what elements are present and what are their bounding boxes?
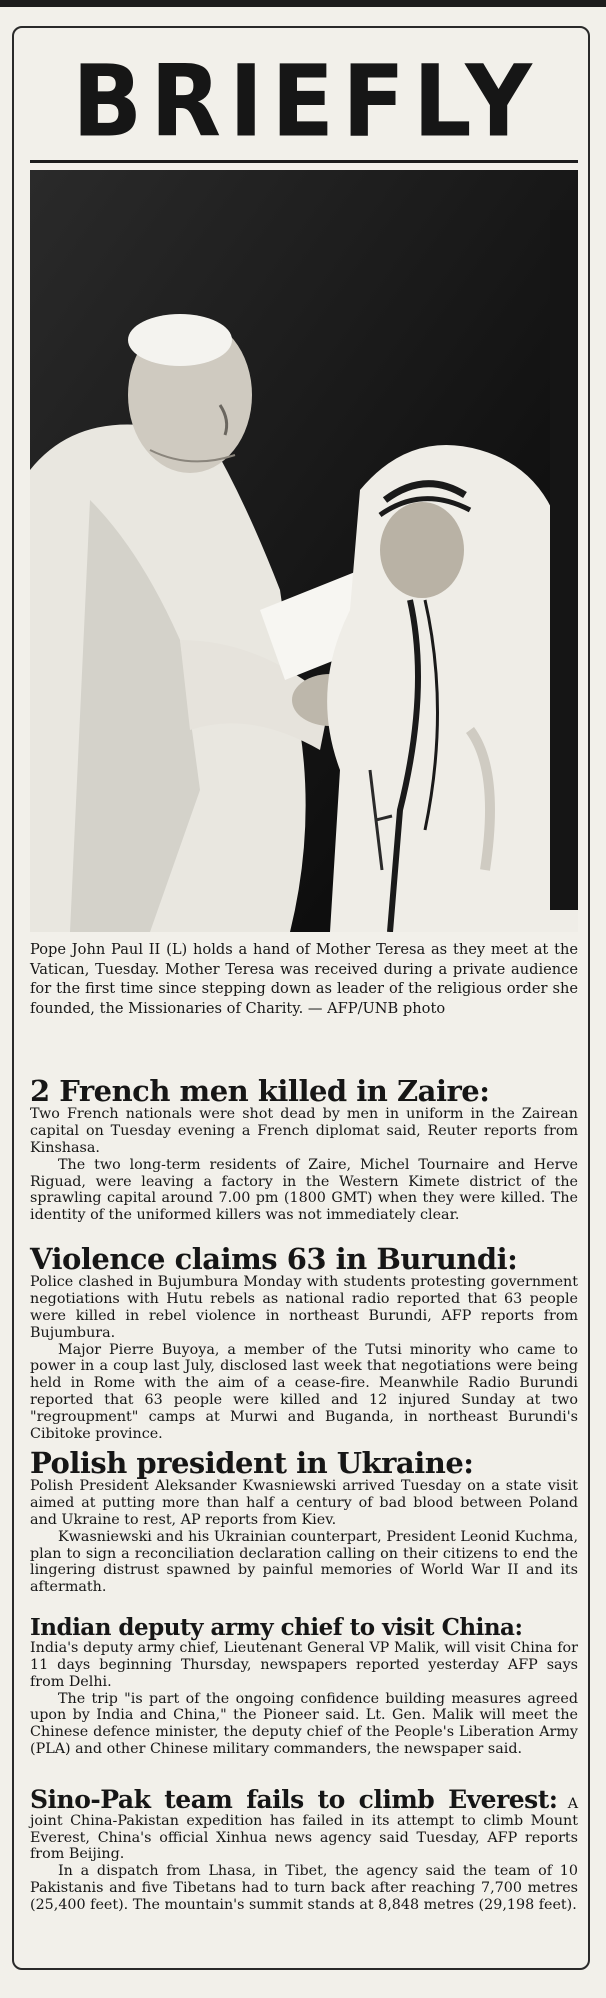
story-headline: 2 French men killed in Zaire: bbox=[30, 1074, 490, 1108]
masthead-title: BRIEFLY bbox=[72, 43, 540, 160]
story-paragraph: Police clashed in Bujumbura Monday with students protesting government negotiations with Hutu rebels as national radio reported that 63 people were killed in rebel violence in northeast Burundi, AFP reports from Bujumbura. bbox=[30, 1274, 578, 1341]
story-paragraph: The trip "is part of the ongoing confidence building measures agreed upon by India and China," the Pioneer said. Lt. Gen. Malik will meet the Chinese defence minister, the deputy chief of the People's Liberation Army (PLA) and other Chinese military commanders, the newspaper said. bbox=[30, 1690, 578, 1757]
top-rule bbox=[0, 0, 606, 7]
news-photo bbox=[30, 170, 578, 932]
story-poland bbox=[30, 1448, 578, 1596]
story-lead-text: A joint China-Pakistan expedition has failed in its attempt to climb Mount Everest, China's official Xinhua news agency said Tuesday, AFP reports from Beijing. bbox=[30, 1796, 579, 1863]
story-india bbox=[30, 1616, 578, 1758]
story-lead bbox=[30, 1785, 579, 1863]
masthead bbox=[32, 43, 580, 160]
masthead-rule bbox=[30, 160, 578, 163]
story-headline: Sino-Pak team fails to climb Everest: bbox=[30, 1785, 558, 1814]
story-paragraph: In a dispatch from Lhasa, in Tibet, the agency said the team of 10 Pakistanis and five Tibetans had to turn back after reaching 7,700 metres (25,400 feet). The mountain's summit stands at 8,848 metres (29,198 feet). bbox=[30, 1863, 578, 1913]
story-paragraph: Polish President Aleksander Kwasniewski arrived Tuesday on a state visit aimed at putting more than half a century of bad blood between Poland and Ukraine to rest, AP reports from Kiev. bbox=[30, 1478, 578, 1529]
story-paragraph: Two French nationals were shot dead by men in uniform in the Zairean capital on Tuesday evening a French diplomat said, Reuter reports from Kinshasa. bbox=[30, 1106, 578, 1157]
story-paragraph: Major Pierre Buyoya, a member of the Tutsi minority who came to power in a coup last July, disclosed last week that negotiations were being held in Rome with the aim of a cease-fire. Meanwhile Radio Burundi reported that 63 people were killed and 12 injured Sunday at two "regroupment" camps at Murwi and Buganda, in northeast Burundi's Cibitoke province. bbox=[30, 1341, 578, 1442]
story-paragraph: The two long-term residents of Zaire, Michel Tournaire and Herve Riguad, were leaving a factory in the Western Kimete district of the sprawling capital around 7.00 pm (1800 GMT) when they were killed. The identity of the uniformed killers was not immediately clear. bbox=[30, 1156, 578, 1224]
photo-caption: Pope John Paul II (L) holds a hand of Mother Teresa as they meet at the Vatican, Tuesday. Mother Teresa was received during a private audience for the first time since stepping down as leader of the religious order she founded, the Missionaries of Charity. — AFP/UNB photo bbox=[30, 941, 578, 1017]
story-paragraph: India's deputy army chief, Lieutenant General VP Malik, will visit China for 11 days beginning Thursday, newspapers reported yesterday AFP says from Delhi. bbox=[30, 1640, 578, 1690]
story-headline: Polish president in Ukraine: bbox=[30, 1446, 474, 1480]
story-headline: Indian deputy army chief to visit China: bbox=[30, 1614, 523, 1641]
story-everest bbox=[30, 1785, 579, 1914]
story-paragraph: Kwasniewski and his Ukrainian counterpart, President Leonid Kuchma, plan to sign a reconciliation declaration calling on their citizens to end the lingering distrust spawned by painful memories of World War II and its aftermath. bbox=[30, 1528, 578, 1596]
photo-illustration bbox=[30, 170, 578, 932]
story-burundi bbox=[30, 1244, 578, 1442]
story-zaire bbox=[30, 1076, 578, 1224]
story-headline: Violence claims 63 in Burundi: bbox=[30, 1242, 518, 1276]
